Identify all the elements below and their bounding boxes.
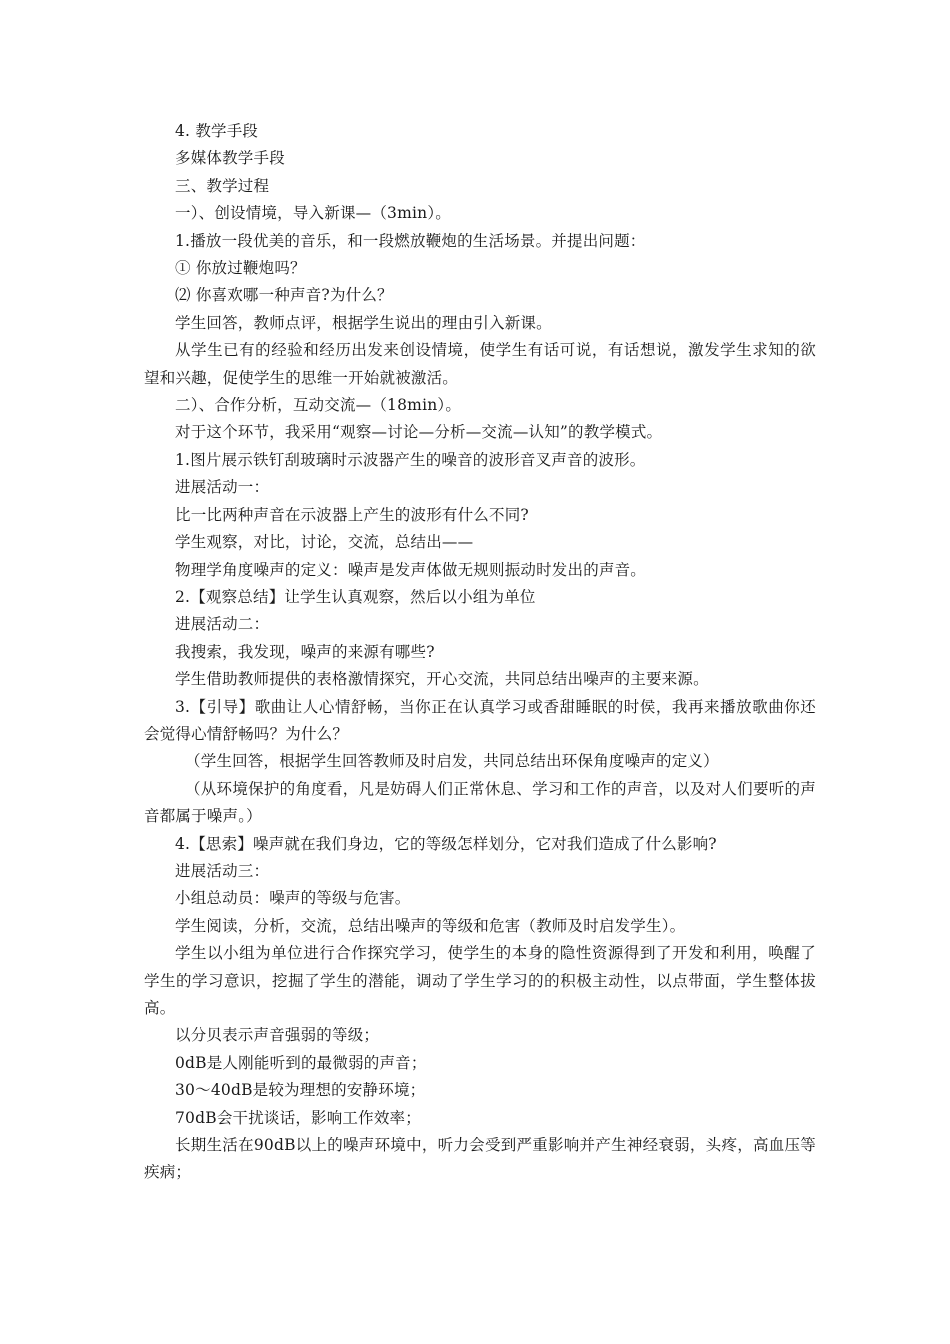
question-item: ① 你放过鞭炮吗？ — [175, 259, 306, 278]
text-line: 学生借助教师提供的表格激情探究，开心交流，共同总结出噪声的主要来源。 — [175, 670, 709, 689]
activity-label: 进展活动二： — [175, 615, 270, 634]
text-line: 多媒体教学手段 — [175, 149, 285, 168]
text-line: 以分贝表示声音强弱的等级； — [175, 1026, 380, 1045]
text-line: 4.【思索】噪声就在我们身边，它的等级怎样划分，它对我们造成了什么影响? — [175, 834, 717, 853]
text-line: 学生阅读，分析，交流，总结出噪声的等级和危害（教师及时启发学生）。 — [175, 916, 686, 935]
text-line: 我搜索，我发现，噪声的来源有哪些? — [175, 642, 435, 661]
text-line: 物理学角度噪声的定义：噪声是发声体做无规则振动时发出的声音。 — [175, 560, 647, 579]
text-line: 对于这个环节，我采用“观察—讨论—分析—交流—认知”的教学模式。 — [175, 423, 663, 442]
section-heading-teaching-process: 三、教学过程 — [175, 176, 270, 195]
text-line: 学生观察，对比，讨论，交流，总结出—— — [175, 533, 474, 552]
activity-label: 进展活动一： — [175, 478, 270, 497]
paragraph: 从学生已有的经验和经历出发来创设情境，使学生有话可说，有话想说，激发学生求知的欲望和兴趣，促使学生的思维一开始就被激活。 — [144, 341, 816, 387]
text-line: 比一比两种声音在示波器上产生的波形有什么不同? — [175, 505, 529, 524]
subsection-heading: 二）、合作分析，互动交流—（18min）。 — [175, 396, 462, 415]
text-line: （学生回答，根据学生回答教师及时启发，共同总结出环保角度噪声的定义） — [185, 752, 719, 771]
text-line: 1.图片展示铁钉刮玻璃时示波器产生的噪音的波形音叉声音的波形。 — [175, 450, 646, 469]
activity-label: 进展活动三： — [175, 861, 270, 880]
question-item: ⑵ 你喜欢哪一种声音?为什么？ — [175, 286, 393, 305]
paragraph: 长期生活在90dB以上的噪声环境中，听力会受到严重影响并产生神经衰弱，头疼，高血压等疾病； — [144, 1136, 816, 1182]
text-line: 小组总动员：噪声的等级与危害。 — [175, 889, 411, 908]
paragraph: （从环境保护的角度看，凡是妨碍人们正常休息、学习和工作的声音，以及对人们要听的声音都属于噪声。） — [144, 779, 816, 826]
paragraph: 3.【引导】歌曲让人心情舒畅，当你正在认真学习或香甜睡眠的时侯，我再来播放歌曲你还会觉得心情舒畅吗？为什么？ — [144, 697, 816, 743]
text-line: 1.播放一段优美的音乐，和一段燃放鞭炮的生活场景。并提出问题： — [175, 231, 646, 250]
text-line: 2.【观察总结】让学生认真观察，然后以小组为单位 — [175, 587, 536, 606]
subsection-heading: 一）、创设情境，导入新课—（3min）。 — [175, 204, 452, 223]
section-heading-teaching-means: 4. 教学手段 — [175, 122, 259, 140]
paragraph: 学生以小组为单位进行合作探究学习，使学生的本身的隐性资源得到了开发和利用，唤醒了学生的学习意识，挖掘了学生的潜能，调动了学生学习的的积极主动性，以点带面，学生整体拔高。 — [144, 944, 816, 1017]
text-line: 70dB会干扰谈话，影响工作效率； — [175, 1108, 421, 1127]
text-line: 学生回答，教师点评，根据学生说出的理由引入新课。 — [175, 313, 552, 332]
text-line: 0dB是人刚能听到的最微弱的声音； — [175, 1053, 427, 1072]
text-line: 30～40dB是较为理想的安静环境； — [175, 1081, 426, 1100]
document-body — [144, 118, 816, 1187]
